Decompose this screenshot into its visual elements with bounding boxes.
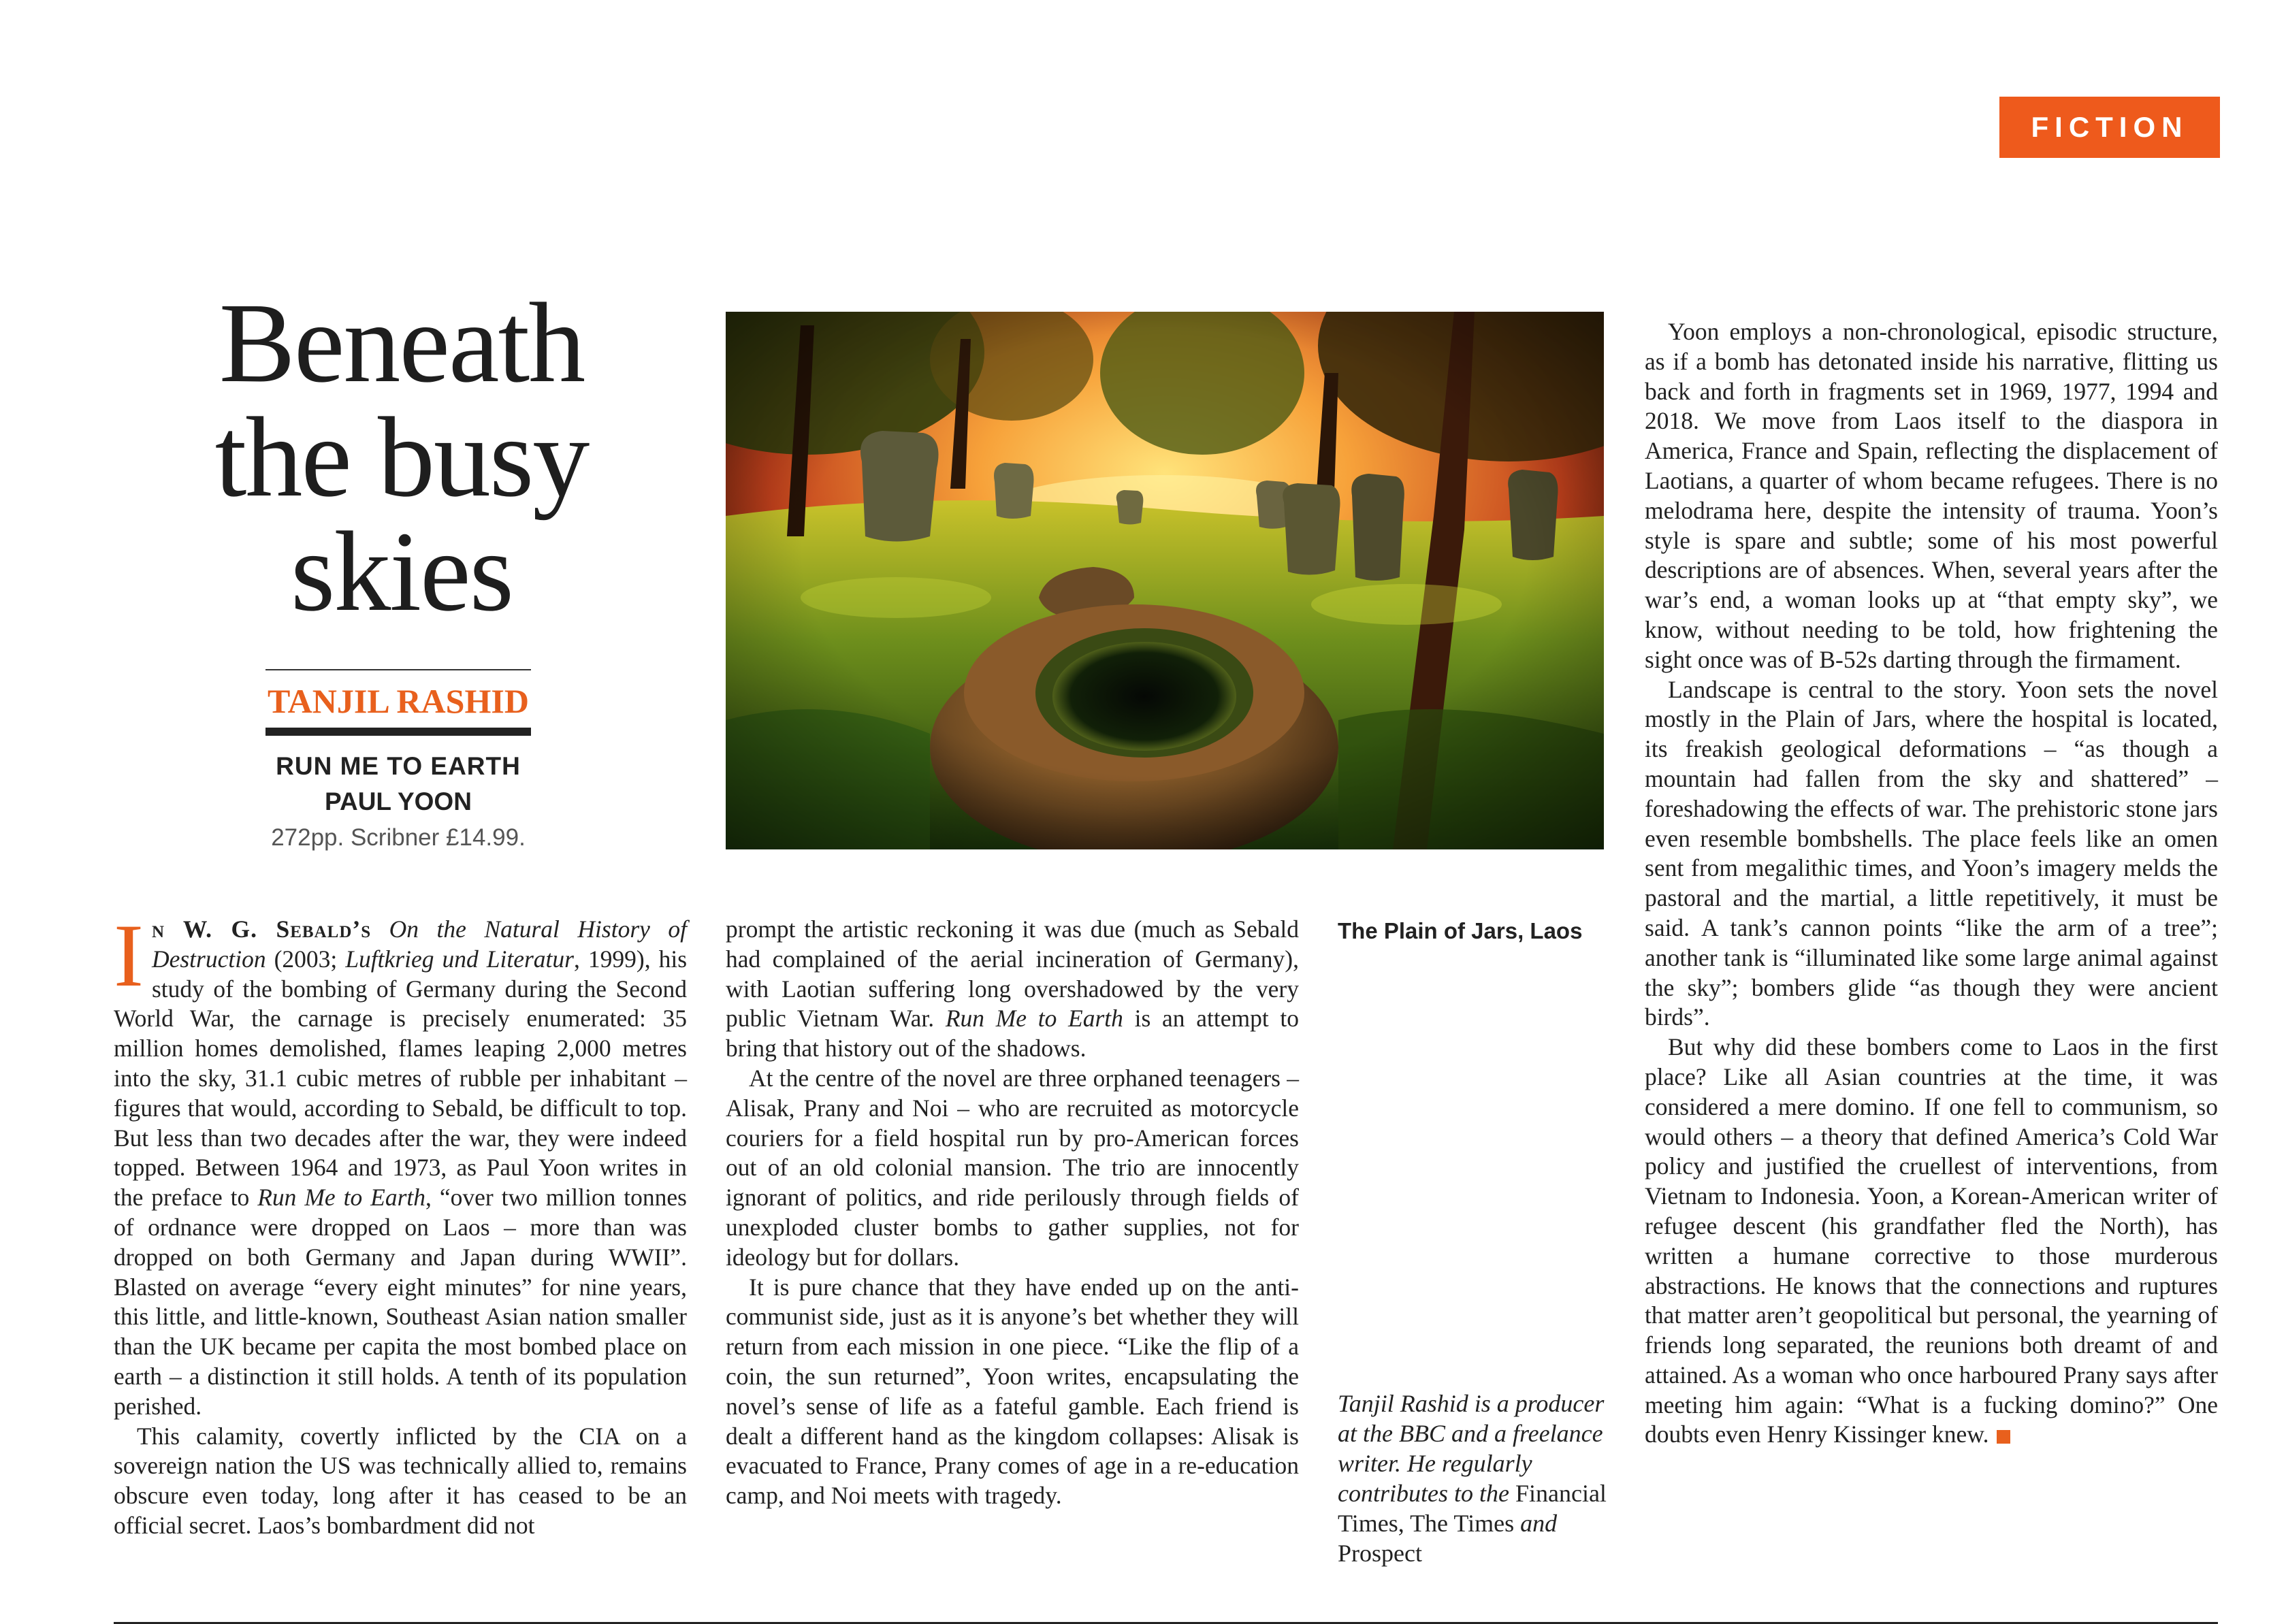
headline	[109, 280, 694, 635]
section-tag: FICTION	[1999, 97, 2220, 158]
paragraph-text: But why did these bombers come to Laos in the first place? Like all Asian countries at the time, it was considered a mere domino. If one fell to communism, so would others – a theory that defined America’s Cold War policy and justified the cruellest of interventions, from Vietnam to Indonesia. Yoon, a Korean-American writer of refugee descent (his grandfather fled the North), has written a humane corrective to those murderous abstractions. He knows that the connections and ruptures that matter aren’t geopolitical but personal, the yearning of friends long separated, the reunions both dreamt of and attained. As a woman who once harboured Prany says after meeting him again: “What is a fucking domino?” One doubts even Henry Kissinger knew.	[1645, 1033, 2218, 1448]
bio-and: and	[1520, 1510, 1558, 1537]
author-bio	[1338, 1388, 1610, 1568]
paragraph-text: prompt the artistic reckoning it was due (much as Sebald had complained of the aerial incineration of Germany), with Laotian suffering long overshadowed by the very public Vietnam War.	[726, 915, 1299, 1033]
book-reference: On the Natural History of Destruction	[151, 915, 688, 973]
photo-caption: The Plain of Jars, Laos	[1338, 918, 1583, 943]
drop-cap: I	[114, 905, 144, 1005]
article-column-2	[726, 915, 1299, 1511]
paragraph-text: , “over two million tonnes of ordnance were dropped on Laos – more than was dropped on both Germany and Japan during WWII”. Blasted on average “every eight minutes” for nine years, this little, and little-known, Southeast Asian nation smaller than the UK became per capita the most bombed place on earth – a distinction it still holds. A tenth of its population perished.	[114, 1184, 687, 1420]
article-paragraph-3	[726, 915, 1299, 1064]
article-column-1	[114, 905, 688, 1541]
bio-publication: Prospect	[1338, 1540, 1422, 1567]
article-paragraph-8	[1645, 1033, 2218, 1450]
article-paragraph-5: It is pure chance that they have ended up on the anti-communist side, just as it is anyone’s bet whether they will return from each mission in one piece. “Like the flip of a coin, the sun returned”, Yoon writes, encapsulating the novel’s sense of life as a fateful gamble. Each friend is dealt a different hand as the kingdom collapses: Alisak is evacuated to France, Prany comes of age in a re-education camp, and Noi meets with tragedy.	[726, 1273, 1299, 1510]
article-paragraph-6: Yoon employs a non-chronological, episodic structure, as if a bomb has detonated inside his narrative, flitting us back and forth in fragments set in 1969, 1977, 1994 and 2018. We move from Laos itself to the diaspora in America, France and Spain, reflecting the displacement of Laotians, a quarter of whom became refugees. There is no melodrama here, despite the intensity of trauma. Yoon’s style is spare and subtle; some of his most powerful descriptions are of absences. When, several years after the war’s end, a woman looks up at “that empty sky”, we know, without needing to be told, how frightening the sight once was of B-52s darting through the firmament.	[1645, 318, 2218, 673]
book-meta: 272pp. Scribner £14.99.	[271, 824, 526, 851]
book-reference: Run Me to Earth	[257, 1184, 426, 1212]
byline-author: TANJIL RASHID	[268, 682, 529, 720]
plain-of-jars-photo	[726, 312, 1604, 849]
lead-in: n W. G. Sebald’s	[151, 915, 372, 943]
book-reference: Run Me to Earth	[945, 1005, 1123, 1033]
book-author: PAUL YOON	[325, 787, 472, 815]
bio-publications: Financial Times, The Times	[1338, 1480, 1607, 1537]
article-paragraph-7: Landscape is central to the story. Yoon sets the novel mostly in the Plain of Jars, where the hospital is located, its freakish geological deformations – “as though a mountain had fallen from the sky and shattered” – foreshadowing the effects of war. The prehistoric stone jars even resemble bombshells. The place feels like an omen sent from megalithic times, and Yoon’s imagery melds the pastoral and the martial, a little repetitively, it must be said. A tank’s cannon points “like the arm of a tree”; another tank is “illuminated like some large animal against the sky”; bombers glide “as though they were ancient birds”.	[1645, 675, 2218, 1031]
paragraph-text: is an attempt to bring that history out of the shadows.	[726, 1005, 1300, 1062]
headline-line-2: the busy	[214, 394, 589, 521]
book-reference: Luftkrieg und Literatur	[345, 945, 574, 973]
book-title: RUN ME TO EARTH	[276, 752, 521, 780]
article-paragraph-1	[114, 905, 688, 1422]
paragraph-text: (2003;	[274, 945, 338, 973]
headline-line-1: Beneath	[219, 280, 585, 406]
byline-rule-top	[265, 669, 531, 670]
bio-text: Tanjil Rashid is a producer at the BBC and a freelance writer. He regularly contributes to the	[1338, 1390, 1605, 1507]
headline-line-3: skies	[291, 508, 513, 635]
article-column-4	[1645, 317, 2218, 1450]
article-paragraph-4: At the centre of the novel are three orphaned teenagers – Alisak, Prany and Noi – who are recruited as motorcycle couriers for a field hospital run by pro-American forces out of an old colonial mansion. The trio are innocently ignorant of politics, and ride perilously through fields of unexploded cluster bombs to gather supplies, not for ideology but for dollars.	[726, 1064, 1299, 1271]
paragraph-text: , 1999), his study of the bombing of Germany during the Second World War, the carnage is precisely enumerated: 35 million homes demolished, flames leaping 2,000 metres into the sky, 31.1 cubic metres of rubble per inhabitant – figures that would, according to Sebald, be difficult to top. But less than two decades after the war, they were indeed topped. Between 1964 and 1973, as Paul Yoon writes in the preface to	[114, 945, 688, 1212]
byline-rule-bottom	[265, 728, 531, 736]
article-paragraph-2: This calamity, covertly inflicted by the CIA on a sovereign nation the US was technically allied to, remains obscure even today, long after it has ceased to be an official secret. Laos’s bombardment did not	[114, 1422, 687, 1539]
end-mark-icon	[1997, 1430, 2010, 1444]
